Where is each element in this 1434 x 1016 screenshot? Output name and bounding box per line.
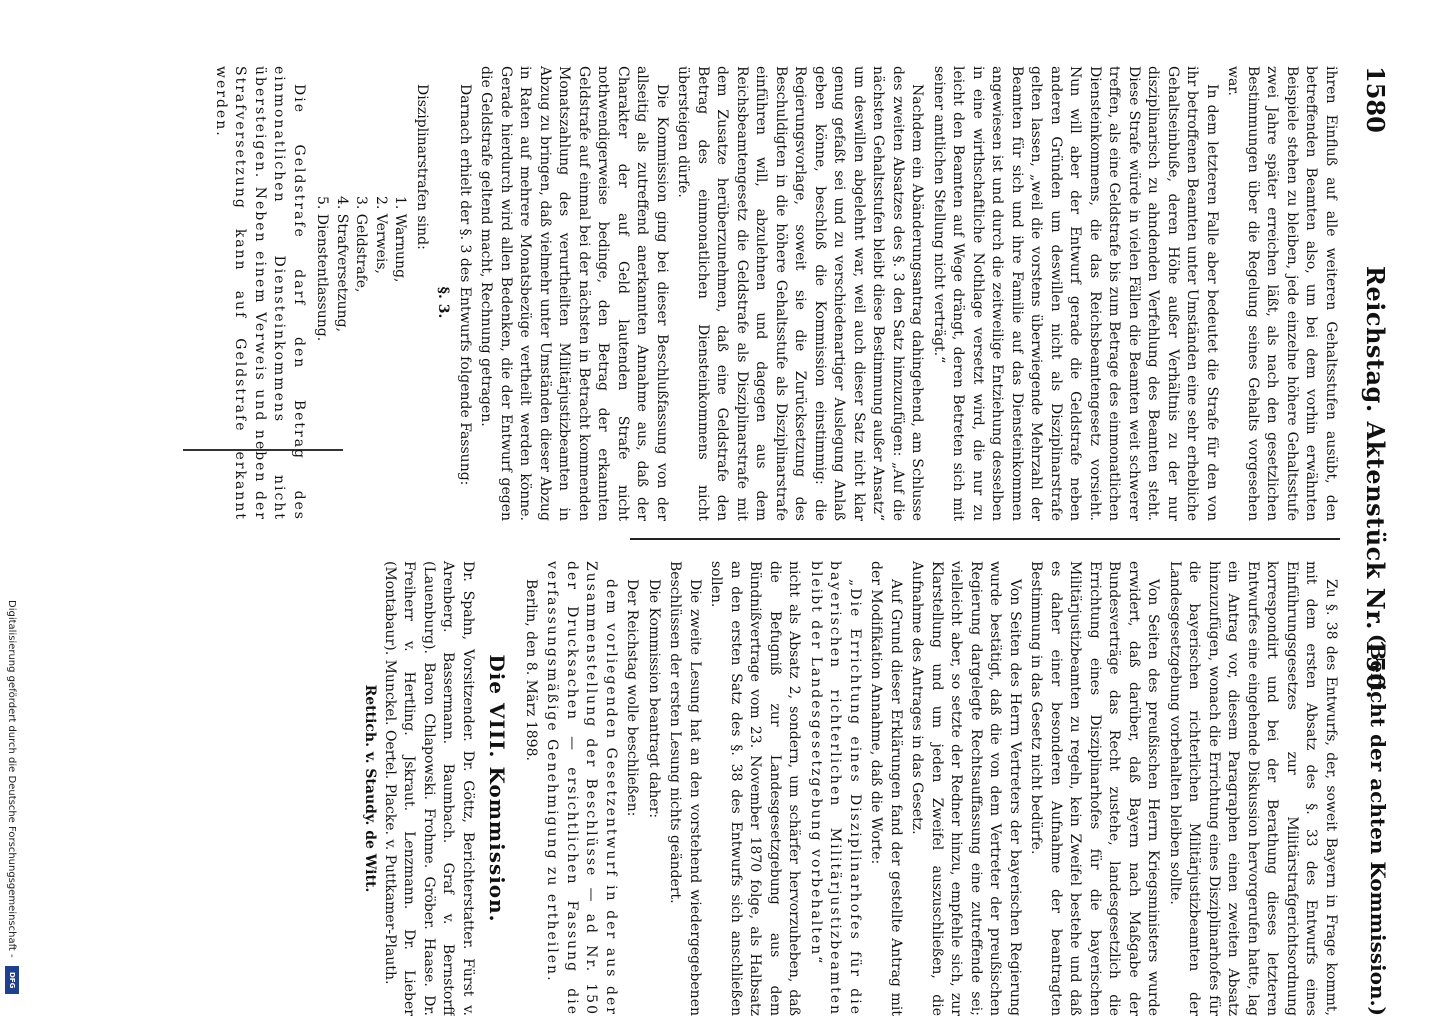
digitization-credit	[4, 0, 20, 1000]
section-title: (Bericht der achten Kommission.)	[1366, 633, 1390, 1016]
paragraph: Nachdem ein Abänderungsantrag dahingehend, am Schlusse des zweiten Absatzes des §. 3 den Satz hinzuzufügen: „Auf die nächsten Gehaltsstufen bleibt diese Bestimmung außer Ansatz“ um deswillen abgelehnt war, weil auch dieser Satz nicht klar genug gefaßt sei und zu verschiedenartiger Auslegung Anlaß geben könne, beschloß die Kommission einstimmig: die Regierungsvorlage, soweit sie die Zurücksetzung des Beschuldigten in die höhere Gehaltsstufe als Disziplinarstrafe einführen will, abzulehnen und dagegen aus dem Reichsbeamtengesetz die Geldstrafe als Disziplinarstrafe mit dem Zusatze herüberzunehmen, daß eine Geldstrafe den Betrag des einmonatlichen Diensteinkommens nicht übersteigen dürfe.	[675, 66, 926, 521]
paragraph-heading: §. 3.	[435, 286, 452, 319]
motion-text: dem vorliegenden Gesetzentwurf in der aus der Zusammenstellung der Beschlüsse — ad Nr. 150 der Drucksachen — ersichtlichen Fassung die verfassungsmäßige Genehmigung zu ertheilen.	[544, 561, 619, 1016]
paragraph: Zu §. 38 des Entwurfs, der, soweit Bayern in Frage kommt, mit dem ersten Absatz des §. 33 des Entwurfs eines Einführungsgesetzes zur Militärstrafgerichtsordnung korrespondirt und bei der Berathung dieses letzteren Entwurfes eine eingehende Diskussion hervorgerufen hatte, lag ein Antrag vor, diesem Paragraphen einen zweiten Absatz hinzuzufügen, wonach die Errichtung eines Disziplinarhofes für die bayerischen richterlichen Militärjustizbeamten der Landesgesetzgebung vorbehalten bleiben sollte.	[1167, 561, 1339, 1016]
paragraph: Die zweite Lesung hat an den vorstehend wiedergegebenen Beschlüssen der ersten Lesung nichts geändert.	[667, 561, 703, 1016]
list-item: 2. Verweis,	[373, 196, 389, 274]
paragraph: Darnach erhielt der §. 3 des Entwurfs folgende Fassung:	[457, 84, 473, 486]
paragraph: ihren Einfluß auf alle weiteren Gehaltsstufen ausübt, den betreffenden Beamten also, um bei dem vorhin erwähnten Beispiele stehen zu bleiben, jede einzelne höhere Gehaltsstufe zwei Jahre später erreichen läßt, als nach den gesetzlichen Bestimmungen über die Regelung seines Gehalts vorgesehen war.	[1225, 66, 1339, 521]
date-line: Berlin, den 8. März 1898.	[523, 579, 539, 761]
document-page	[213, 66, 1390, 1016]
paragraph: In dem letzteren Falle aber bedeutet die Strafe für den von ihr betroffenen Beamten unter Umständen eine sehr erhebliche Gehaltseinbuße, deren Höhe außer Verhältnis zu der nur disziplinarisch zu ahndenden Verfehlung des Beamten steht. Diese Strafe würde in vielen Fällen die Beamten weit schwerer treffen, als eine Geldstrafe bis zum Betrage des einmonatlichen Diensteinkommens, die das Reichsbeamtengesetz vorsieht. Nun will aber der Entwurf gerade die Geldstrafe neben anderen Gründen um deswillen nicht als Disziplinarstrafe gelten lassen, „weil die vorstens überwiegende Mehrzahl der Beamten für sich und ihre Familie auf das Diensteinkommen angewiesen ist und durch die zeitweilige Entziehung desselben in eine wirthschaftliche Nothlage versetzt wird, die nur zu leicht den Beamten auf Wege drängt, deren Betreten sich mit seiner amtlichen Stellung nicht verträgt.“	[931, 66, 1220, 521]
right-column	[360, 561, 1340, 1016]
paragraph: Die Kommission beantragt daher:	[646, 579, 662, 819]
list-item: 3. Geldstrafe,	[353, 196, 370, 293]
signature-block	[360, 561, 510, 1016]
member-list-last: Rettich. v. Staudy. de Witt.	[362, 684, 379, 893]
paragraph: Die Kommission ging bei dieser Beschlußfassung von der allseitig als zutreffend anerkannten Annahme aus, daß der Charakter der auf Geld lautenden Strafe nicht nothwendigerweise bedinge, den Betrag der erkannten Geldstrafe auf einmal bei der nächsten in Betracht kommenden Monatszahlung des verurtheilten Militärjustizbeamten in Abzug zu bringen, daß vielmehr unter Umständen dieser Abzug in Raten auf mehrere Monatsbezüge vertheilt werden könne. Gerade hierdurch wird allen Bedenken, die der Entwurf gegen die Geldstrafe geltend macht, Rechnung getragen.	[478, 66, 670, 521]
list-item: 1. Warnung,	[392, 196, 409, 283]
column-divider	[630, 538, 1340, 540]
paragraph: Auf Grund dieser Erklärungen fand der gestellte Antrag mit der Modifikation Annahme, daß die Worte:	[868, 561, 904, 1016]
list-item: 5. Dienstentlassung.	[314, 196, 331, 342]
quoted-provision: „Die Errichtung eines Disziplinarhofes für die bayerischen richterlichen Militärjustizbeamten bleibt der Landesgesetzgebung vorbehalten“	[808, 561, 863, 1016]
page-number: 1580	[1361, 66, 1390, 133]
page-title: Reichstag. Aktenstück Nr. 150.	[1361, 266, 1390, 700]
paragraph: Von Seiten des preußischen Herrn Kriegsministers wurde erwidert, daß darüber, daß Bayern nach Maßgabe der Bundesverträge das Recht zustehe, landesgesetzlich die Errichtung eines Disziplinarhofes für die bayerischen Militärjustizbeamten zu regeln, kein Zweifel bestehe und daß es daher einer besonderen Aufnahme der beantragten Bestimmung in das Gesetz nicht bedürfe.	[1028, 561, 1162, 1016]
list-item: 4. Strafversetzung,	[334, 196, 350, 333]
paragraph: Die Geldstrafe darf den Betrag des einmonatlichen Diensteinkommens nicht übersteigen. Neben einem Verweis und neben der Strafversetzung kann auf Geldstrafe erkannt werden.	[213, 66, 307, 521]
credit-text: Digitalisierung gefördert durch die Deutsche Forschungsgemeinschaft -	[6, 600, 17, 958]
commission-title: Die VIII. Kommission.	[485, 654, 510, 923]
paragraph: Der Reichstag wolle beschließen:	[624, 579, 641, 817]
dfg-logo: DFG	[5, 966, 19, 994]
penalty-list	[312, 196, 410, 521]
list-intro: Disziplinarstrafen sind:	[414, 84, 430, 250]
page-header	[1350, 66, 1390, 1016]
paragraph: nicht als Absatz 2, sondern, um schärfer hervorzuheben, daß die Befugniß zur Landesgesetzgebung aus dem Bündnißvertrage vom 23. November 1870 folge, als Halbsatz an den ersten Satz des §. 38 des Entwurfs sich anschließen sollen.	[708, 561, 803, 1016]
left-column	[209, 66, 1341, 521]
member-list: Dr. Spahn, Vorsitzender. Dr. Göttz, Berichterstatter. Fürst v. Arenberg. Bassermann. Baumbach. Graf v. Bernstorff (Lauenburg). Baron Chlapowski. Frohme. Gröber. Haase. Dr. Freiherr v. Hertling. Jskraut. Lenzmann. Dr. Lieber (Montabaur). Munckel. Oertel. Placke. v. Puttkamer-Plauth.	[382, 561, 476, 1016]
paragraph: Von Seiten des Herrn Vertreters der bayerischen Regierung wurde bestätigt, daß die von dem Vertreter der preußischen Regierung dargelegte Rechtsauffassung eine zutreffende sei; vielleicht aber, so setzte der Redner hinzu, empfehle sich, zur Klarstellung und um jeden Zweifel auszuschließen, die Aufnahme des Antrages in das Gesetz.	[909, 561, 1023, 1016]
